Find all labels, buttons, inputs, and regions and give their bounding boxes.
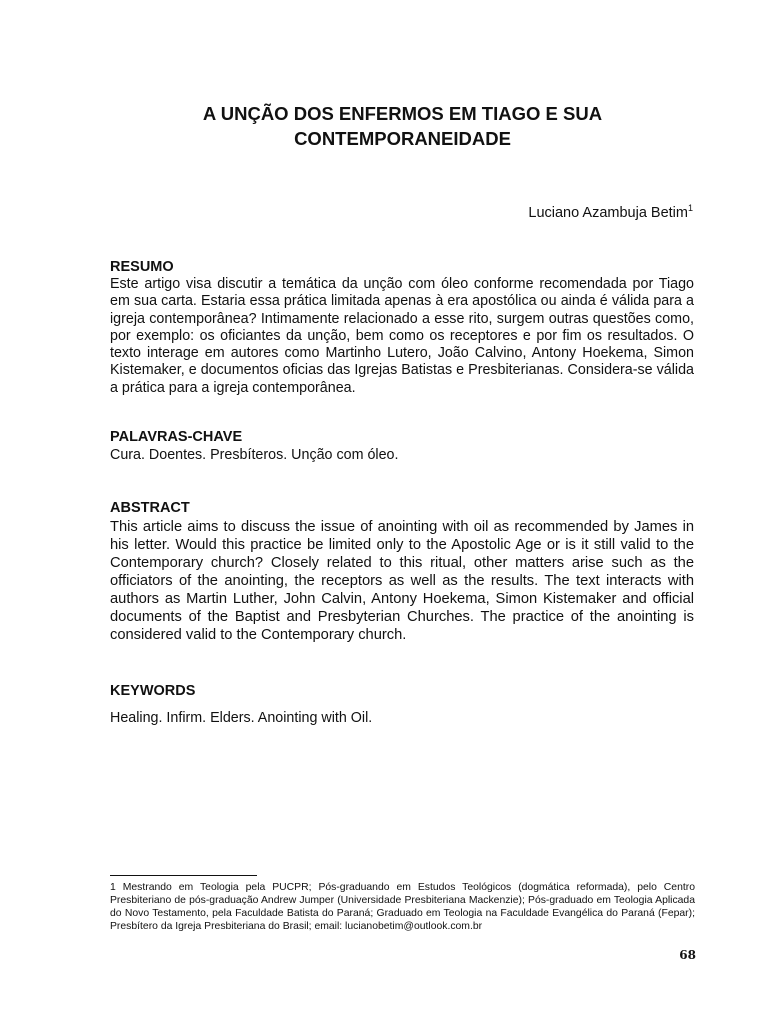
article-title	[110, 101, 695, 151]
page-number: 68	[679, 948, 696, 962]
keywords-text: Healing. Infirm. Elders. Anointing with Oil.	[110, 710, 373, 726]
author-name: Luciano Azambuja Betim	[528, 205, 688, 221]
keywords-heading: KEYWORDS	[110, 683, 196, 699]
footnote-divider	[110, 875, 257, 876]
footnote-text: 1 Mestrando em Teologia pela PUCPR; Pós-graduando em Estudos Teológicos (dogmática reformada), pelo Centro Presbiteriano de pós-graduação Andrew Jumper (Universidade Presbiteriana Mackenzie); Pós-graduado em Teologia Aplicada do Novo Testamento, pela Faculdade Batista do Paraná; Graduado em Teologia na Faculdade Evangélica do Paraná (Fepar); Presbítero da Igreja Presbiteriana do Brasil; email: lucianobetim@outlook.com.br	[110, 882, 695, 933]
resumo-heading: RESUMO	[110, 259, 174, 275]
palavras-chave-text: Cura. Doentes. Presbíteros. Unção com óleo.	[110, 447, 399, 463]
palavras-chave-heading: PALAVRAS-CHAVE	[110, 429, 243, 445]
author-footnote-ref[interactable]: 1	[687, 203, 693, 214]
author-line	[528, 205, 693, 221]
abstract-heading: ABSTRACT	[110, 500, 190, 516]
abstract-text: This article aims to discuss the issue of anointing with oil as recommended by James in his letter. Would this practice be limited only to the Apostolic Age or is it still valid to the Contemporary church? Closely related to this ritual, other matters arise such as the officiators of the anointing, the receptors as well as the results. The text interacts with authors as Martin Luther, John Calvin, Antony Hoekema, Simon Kistemaker and official documents of the Baptist and Presbyterian Churches. The practice of the anointing is considered valid to the Contemporary church.	[110, 519, 694, 643]
resumo-text: Este artigo visa discutir a temática da unção com óleo conforme recomendada por Tiago em sua carta. Estaria essa prática limitada apenas à era apostólica ou ainda é válida para a igreja contemporânea? Intimamente relacionado a esse rito, surgem outras questões como, por exemplo: os oficiantes da unção, bem como os receptores e por fim os resultados. O texto interage em autores como Martinho Lutero, João Calvino, Antony Hoekema, Simon Kistemaker, e documentos oficias das Igrejas Batistas e Presbiterianas. Considera-se válida a prática para a igreja contemporânea.	[110, 276, 694, 396]
article-title-line-2: CONTEMPORANEIDADE	[294, 128, 511, 149]
article-title-line-1: A UNÇÃO DOS ENFERMOS EM TIAGO E SUA	[202, 103, 603, 124]
